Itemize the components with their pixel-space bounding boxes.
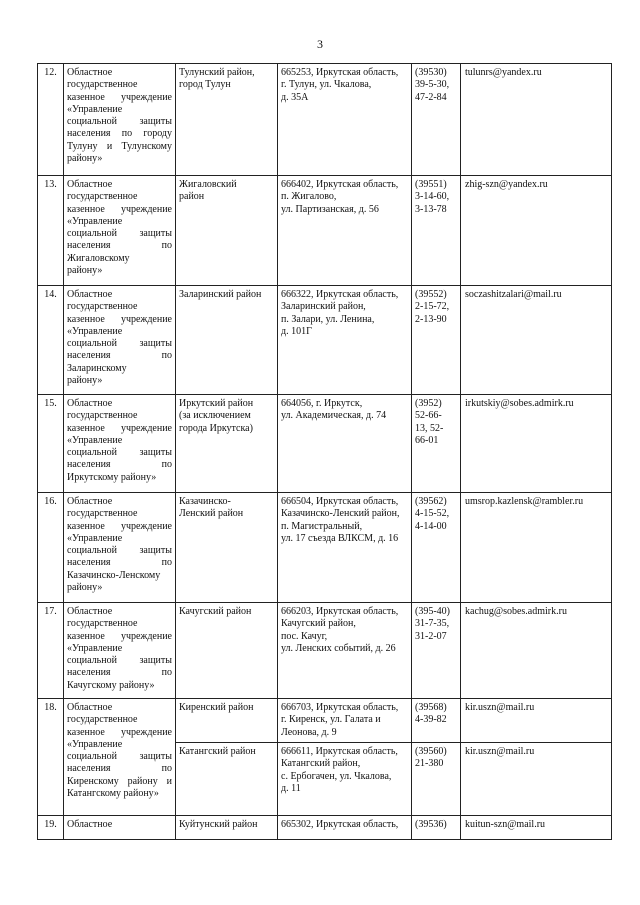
institution-name-line: Качугскому району» <box>67 679 155 691</box>
address <box>278 286 412 395</box>
institution-name-line: Иркутскому району» <box>67 471 157 483</box>
row-number: 18. <box>38 699 64 816</box>
district-line: города Иркутска) <box>179 422 253 434</box>
address <box>278 395 412 493</box>
phone-line: (39552) <box>415 289 447 300</box>
phone-line: 13, 52- <box>415 422 444 434</box>
institution-name <box>64 176 176 286</box>
address-line: 666504, Иркутская область, <box>281 496 399 507</box>
phone-line: 2-15-72, <box>415 301 450 313</box>
address <box>278 64 412 176</box>
institution-name-line: району» <box>67 582 103 594</box>
institution-name-line: Киренскому району и <box>67 775 172 787</box>
institution-name-line: государственное <box>67 410 138 422</box>
institution-name-line: «Управление <box>67 642 123 654</box>
institution-name-line: казенное учреждение <box>67 630 172 642</box>
district <box>176 699 278 743</box>
email: tulunrs@yandex.ru <box>461 64 612 176</box>
row-number: 17. <box>38 603 64 699</box>
phone-line: 4-15-52, <box>415 508 450 520</box>
address <box>278 816 412 840</box>
institution-name-line: «Управление <box>67 434 123 446</box>
row-number: 15. <box>38 395 64 493</box>
row-number: 12. <box>38 64 64 176</box>
institution-name-line: Областное <box>67 496 113 507</box>
phone-line: 3-14-60, <box>415 191 450 203</box>
district <box>176 493 278 603</box>
institution-name-line: Казачинско-Ленскому <box>67 569 161 581</box>
district-line: Куйтунский район <box>179 819 258 830</box>
address-line: 666611, Иркутская область, <box>281 746 398 757</box>
district <box>176 395 278 493</box>
address <box>278 743 412 816</box>
address-line: Катангский район, <box>281 758 361 770</box>
table-row <box>38 176 612 286</box>
institution-name-line: социальной защиты <box>67 116 172 128</box>
institution-name-line: населения по <box>67 240 172 252</box>
institution-name-line: населения по <box>67 557 172 569</box>
phone <box>412 493 461 603</box>
institution-name-line: казенное учреждение <box>67 726 172 738</box>
address-line: Заларинский район, <box>281 301 366 313</box>
address <box>278 699 412 743</box>
district <box>176 176 278 286</box>
email: umsrop.kazlensk@rambler.ru <box>461 493 612 603</box>
district-line: Тулунский район, <box>179 67 255 78</box>
institution-name-line: казенное учреждение <box>67 520 172 532</box>
institution-name-line: населения по <box>67 763 172 775</box>
district-line: Качугский район <box>179 606 252 617</box>
phone-line: 2-13-90 <box>415 313 447 325</box>
district-line: Ленский район <box>179 508 244 520</box>
institution-name-line: району» <box>67 375 103 387</box>
district-line: (за исключением <box>179 410 251 422</box>
institution-name-line: государственное <box>67 618 138 630</box>
email: kuitun-szn@mail.ru <box>461 816 612 840</box>
phone-line: (395-40) <box>415 606 450 617</box>
institution-name-line: «Управление <box>67 738 123 750</box>
institution-name-line: Областное <box>67 702 113 713</box>
table-row <box>38 816 612 840</box>
table-row <box>38 64 612 176</box>
institution-name-line: Тулуну и Тулунскому <box>67 140 172 152</box>
address-line: Качугский район, <box>281 618 356 630</box>
address-line: д. 11 <box>281 782 301 794</box>
phone-line: 47-2-84 <box>415 91 447 103</box>
address-line: 666703, Иркутская область, <box>281 702 399 713</box>
district-line: Заларинский район <box>179 289 262 300</box>
institution-name-line: Областное <box>67 67 113 78</box>
address-line: 664056, г. Иркутск, <box>281 398 363 409</box>
address-line: д. 101Г <box>281 325 312 337</box>
address-line: 666402, Иркутская область, <box>281 179 399 190</box>
district <box>176 64 278 176</box>
table-row <box>38 699 612 743</box>
row-number: 19. <box>38 816 64 840</box>
institution-name-line: Областное <box>67 606 113 617</box>
institution-name-line: Заларинскому <box>67 362 127 374</box>
district <box>176 286 278 395</box>
institution-name-line: государственное <box>67 79 138 91</box>
phone-line: 52-66- <box>415 410 442 422</box>
institution-name-line: населения по <box>67 667 172 679</box>
address-line: с. Ербогачен, ул. Чкалова, <box>281 770 392 782</box>
institution-name-line: Жигаловскому <box>67 252 130 264</box>
institution-name-line: государственное <box>67 714 138 726</box>
institution-name-line: социальной защиты <box>67 228 172 240</box>
address-line: ул. Академическая, д. 74 <box>281 410 387 422</box>
phone-line: (39530) <box>415 67 447 78</box>
address-line: пос. Качуг, <box>281 630 328 642</box>
email: soczashitzalari@mail.ru <box>461 286 612 395</box>
institution-name-line: казенное учреждение <box>67 203 172 215</box>
phone-line: (39560) <box>415 746 447 757</box>
institution-name-line: государственное <box>67 508 138 520</box>
phone-line: 21-380 <box>415 758 444 770</box>
table-row <box>38 286 612 395</box>
address-line: п. Жигалово, <box>281 191 337 203</box>
phone-line: (3952) <box>415 398 442 409</box>
table-row <box>38 395 612 493</box>
institution-name <box>64 816 176 840</box>
address-line: Леонова, д. 9 <box>281 726 337 738</box>
table-row <box>38 493 612 603</box>
phone-line: 39-5-30, <box>415 79 450 91</box>
district <box>176 603 278 699</box>
address-line: ул. 17 съезда ВЛКСМ, д. 16 <box>281 532 399 544</box>
institution-name-line: Областное <box>67 398 113 409</box>
phone-line: (39562) <box>415 496 447 507</box>
row-number: 13. <box>38 176 64 286</box>
address-line: Казачинско-Ленский район, <box>281 508 400 520</box>
institution-name <box>64 493 176 603</box>
phone <box>412 743 461 816</box>
email: irkutskiy@sobes.admirk.ru <box>461 395 612 493</box>
phone-line: 3-13-78 <box>415 203 447 215</box>
district-line: Иркутский район <box>179 398 254 409</box>
address <box>278 493 412 603</box>
institution-name-line: казенное учреждение <box>67 422 172 434</box>
row-number: 14. <box>38 286 64 395</box>
phone-line: 66-01 <box>415 434 439 446</box>
institution-name-line: району» <box>67 265 103 277</box>
phone <box>412 395 461 493</box>
institution-name-line: Областное <box>67 179 113 190</box>
phone-line: 31-7-35, <box>415 618 450 630</box>
district-line: Жигаловский <box>179 179 237 190</box>
district-line: район <box>179 191 205 203</box>
institution-name-line: «Управление <box>67 103 123 115</box>
district-line: Казачинско- <box>179 496 231 507</box>
institution-name <box>64 699 176 816</box>
institution-name-line: населения по городу <box>67 128 172 140</box>
phone <box>412 699 461 743</box>
phone <box>412 603 461 699</box>
institution-name-line: социальной защиты <box>67 545 172 557</box>
institution-name-line: социальной защиты <box>67 338 172 350</box>
institution-name <box>64 603 176 699</box>
district-line: Киренский район <box>179 702 254 713</box>
address-line: 666322, Иркутская область, <box>281 289 399 300</box>
institution-name-line: населения по <box>67 459 172 471</box>
email: kir.uszn@mail.ru <box>461 699 612 743</box>
address-line: ул. Ленских событий, д. 26 <box>281 642 396 654</box>
district <box>176 743 278 816</box>
phone-line: 31-2-07 <box>415 630 447 642</box>
address-line: п. Залари, ул. Ленина, <box>281 313 375 325</box>
institution-name-line: социальной защиты <box>67 447 172 459</box>
phone <box>412 816 461 840</box>
phone-line: (39568) <box>415 702 447 713</box>
row-number: 16. <box>38 493 64 603</box>
phone <box>412 286 461 395</box>
address-line: п. Магистральный, <box>281 520 363 532</box>
institution-name <box>64 64 176 176</box>
district <box>176 816 278 840</box>
institution-name-line: «Управление <box>67 215 123 227</box>
institutions-table <box>37 63 612 840</box>
district-line: Катангский район <box>179 746 256 757</box>
address <box>278 176 412 286</box>
phone-line: (39536) <box>415 819 447 830</box>
institution-name-line: «Управление <box>67 532 123 544</box>
institution-name-line: Катангскому району» <box>67 788 159 800</box>
address-line: д. 35А <box>281 91 309 103</box>
institution-name <box>64 395 176 493</box>
phone <box>412 176 461 286</box>
address-line: 665253, Иркутская область, <box>281 67 399 78</box>
address-line: 665302, Иркутская область, <box>281 819 399 830</box>
institution-name-line: «Управление <box>67 325 123 337</box>
institution-name-line: казенное учреждение <box>67 313 172 325</box>
address-line: ул. Партизанская, д. 56 <box>281 203 379 215</box>
institution-name-line: Областное <box>67 819 113 830</box>
address-line: 666203, Иркутская область, <box>281 606 399 617</box>
phone-line: (39551) <box>415 179 447 190</box>
address <box>278 603 412 699</box>
district-line: город Тулун <box>179 79 231 91</box>
email: kachug@sobes.admirk.ru <box>461 603 612 699</box>
institution-name-line: населения по <box>67 350 172 362</box>
address-line: г. Киренск, ул. Галата и <box>281 714 381 726</box>
institution-name-line: социальной защиты <box>67 751 172 763</box>
phone-line: 4-39-82 <box>415 714 447 726</box>
email: zhig-szn@yandex.ru <box>461 176 612 286</box>
institution-name-line: району» <box>67 153 103 165</box>
page-number: 3 <box>317 37 323 51</box>
institution-name-line: государственное <box>67 301 138 313</box>
email: kir.uszn@mail.ru <box>461 743 612 816</box>
institution-name-line: Областное <box>67 289 113 300</box>
institution-name-line: социальной защиты <box>67 655 172 667</box>
institution-name <box>64 286 176 395</box>
phone-line: 4-14-00 <box>415 520 447 532</box>
table-row <box>38 603 612 699</box>
address-line: г. Тулун, ул. Чкалова, <box>281 79 372 91</box>
phone <box>412 64 461 176</box>
institution-name-line: казенное учреждение <box>67 91 172 103</box>
institution-name-line: государственное <box>67 191 138 203</box>
